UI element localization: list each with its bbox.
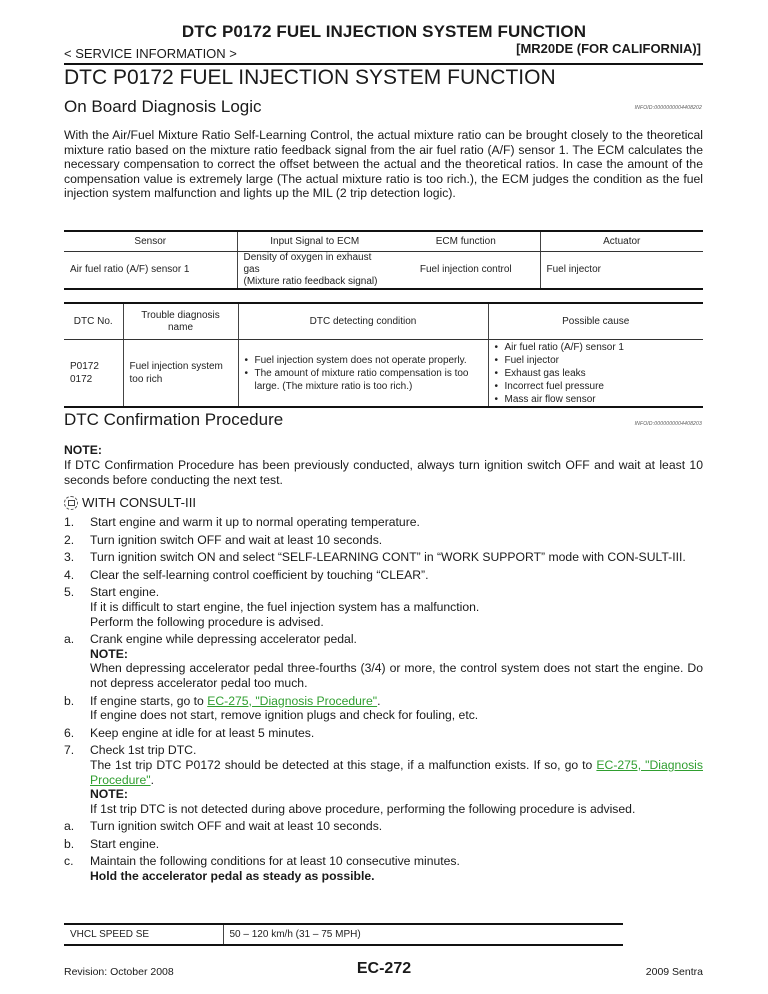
diagnosis-procedure-link[interactable]: EC-275, "Diagnosis Procedure"	[90, 757, 703, 787]
cell-item: VHCL SPEED SE	[64, 924, 223, 945]
step-body	[90, 854, 703, 883]
cell-detecting-condition	[238, 340, 488, 408]
cell-dtc-no	[64, 340, 123, 408]
section-label: < SERVICE INFORMATION >	[64, 46, 237, 61]
consult-tool-icon	[64, 496, 78, 510]
cell-ecm-function: Fuel injection control	[392, 252, 540, 290]
step-1	[64, 515, 703, 530]
cause-item: • Air fuel ratio (A/F) sensor 1	[495, 341, 698, 354]
condition-item: • Fuel injection system does not operate properly.	[245, 354, 482, 367]
step-number: 2.	[64, 532, 75, 547]
vehicle-label: 2009 Sentra	[645, 966, 703, 978]
cell-possible-cause	[488, 340, 703, 408]
sensor-table	[64, 230, 703, 290]
confirmation-note	[64, 443, 703, 488]
step-text-before: If engine starts, go to	[90, 693, 208, 708]
step-3	[64, 550, 703, 565]
obd-paragraph: With the Air/Fuel Mixture Ratio Self-Learning Control, the actual mixture ratio can be brought closely to the theoretical mixture ratio based on the mixture ratio feedback signal from the air fuel ratio (A/F) sensor 1. The ECM calculates the necessary compensation to correct the offset between the actual and the theoretical ratios. In case the amount of the compensation value is extremely large (The actual mixture ratio is too rich.), the ECM judges the condition as the fuel injection system malfunction and lights up the MIL (2 trip detection logic).	[64, 128, 703, 200]
step-7a	[64, 819, 703, 834]
note-text: When depressing accelerator pedal three-fourths (3/4) or more, the control system does not start the engine. Do not depress accelerator pedal too much.	[90, 661, 703, 690]
note-label: NOTE:	[90, 646, 128, 661]
step-body	[90, 743, 703, 816]
header-divider	[64, 63, 703, 65]
step-number: 6.	[64, 725, 75, 740]
cell-input-line1: Density of oxygen in exhaust gas	[243, 252, 372, 275]
step-5b	[64, 694, 703, 723]
cell-value: 50 – 120 km/h (31 – 75 MPH)	[223, 924, 623, 945]
step-detail: If engine does not start, remove ignition plugs and check for fouling, etc.	[90, 708, 479, 723]
col-header-input: Input Signal to ECM	[237, 231, 392, 252]
step-emphasis: Hold the accelerator pedal as steady as possible.	[90, 869, 375, 884]
cause-item: • Fuel injector	[495, 354, 698, 367]
step-7b	[64, 837, 703, 852]
table-header-row	[64, 231, 703, 252]
step-detail	[90, 758, 703, 787]
model-label: [MR20DE (FOR CALIFORNIA)]	[516, 41, 701, 56]
step-6	[64, 726, 703, 741]
step-number: 4.	[64, 567, 75, 582]
step-text: Start engine.	[90, 585, 160, 600]
step-text-after: .	[150, 772, 154, 787]
note-text: If 1st trip DTC is not detected during above procedure, performing the following procedure is advised.	[90, 801, 636, 816]
step-text	[90, 694, 703, 709]
step-7	[64, 743, 703, 816]
step-number: 1.	[64, 515, 75, 529]
running-header-title: DTC P0172 FUEL INJECTION SYSTEM FUNCTION	[181, 22, 587, 41]
cell-input	[237, 252, 392, 290]
cell-input-line2: (Mixture ratio feedback signal)	[243, 276, 378, 287]
step-text: Start engine and warm it up to normal operating temperature.	[90, 515, 420, 529]
cell-actuator: Fuel injector	[540, 252, 703, 290]
step-text: Crank engine while depressing accelerator pedal.	[90, 632, 357, 647]
step-detail: Perform the following procedure is advised.	[90, 614, 324, 629]
step-text: Check 1st trip DTC.	[90, 743, 197, 758]
step-number: 5.	[64, 585, 75, 600]
dtc-code-primary: P0172	[70, 361, 99, 372]
col-header-ecm: ECM function	[392, 231, 540, 252]
page-number: EC-272	[356, 960, 412, 977]
step-4	[64, 568, 703, 583]
obd-heading: On Board Diagnosis Logic	[64, 97, 262, 116]
step-5	[64, 585, 703, 629]
obd-infoid: INFOID:0000000004408202	[634, 105, 702, 111]
step-text: Clear the self-learning control coefficient by touching “CLEAR”.	[90, 567, 429, 582]
note-label: NOTE:	[64, 443, 102, 457]
procedure-steps	[64, 515, 703, 887]
step-number: 7.	[64, 743, 75, 758]
note-label: NOTE:	[90, 787, 128, 802]
col-header-actuator: Actuator	[540, 231, 703, 252]
condition-item: • The amount of mixture ratio compensation is too large. (The mixture ratio is too rich.)	[245, 367, 482, 393]
table-header-row	[64, 303, 703, 340]
page-title: DTC P0172 FUEL INJECTION SYSTEM FUNCTION	[64, 66, 556, 89]
confirmation-infoid: INFOID:0000000004408203	[634, 421, 702, 427]
consult-section-label	[64, 495, 196, 510]
table-row	[64, 340, 703, 408]
step-number: b.	[64, 836, 75, 851]
step-text: Turn ignition switch OFF and wait at least 10 seconds.	[90, 532, 383, 547]
confirmation-heading: DTC Confirmation Procedure	[64, 410, 284, 429]
step-number: a.	[64, 819, 75, 834]
step-body	[90, 585, 703, 629]
step-5a	[64, 632, 703, 690]
step-text: Turn ignition switch ON and select “SELF-LEARNING CONT” in “WORK SUPPORT” mode with CON-SULT-III.	[90, 550, 686, 565]
col-header-dtc-no: DTC No.	[64, 303, 123, 340]
step-body	[90, 694, 703, 723]
step-text: Keep engine at idle for at least 5 minutes.	[90, 725, 315, 740]
col-header-diagnosis-name: Trouble diagnosis name	[123, 303, 238, 340]
col-header-sensor: Sensor	[64, 231, 237, 252]
cause-item: • Mass air flow sensor	[495, 393, 698, 406]
note-text: If DTC Confirmation Procedure has been previously conducted, always turn ignition switch OFF and wait at least 10 seconds before conducting the next test.	[64, 458, 703, 487]
condition-table	[64, 923, 623, 946]
step-text: Turn ignition switch OFF and wait at least 10 seconds.	[90, 819, 383, 834]
col-header-detecting-condition: DTC detecting condition	[238, 303, 488, 340]
step-number: c.	[64, 854, 74, 869]
step-body	[90, 632, 703, 690]
cell-diagnosis-name: Fuel injection system too rich	[123, 340, 238, 408]
step-text-after: .	[377, 693, 381, 708]
step-text-before: The 1st trip DTC P0172 should be detected at this stage, if a malfunction exists. If so, go to	[90, 757, 597, 772]
revision-label: Revision: October 2008	[64, 966, 174, 978]
step-number: 3.	[64, 550, 75, 565]
step-text: Start engine.	[90, 836, 160, 851]
col-header-possible-cause: Possible cause	[488, 303, 703, 340]
diagnosis-procedure-link[interactable]: EC-275, "Diagnosis Procedure"	[207, 693, 378, 708]
step-number: b.	[64, 693, 75, 708]
step-text: Maintain the following conditions for at least 10 consecutive minutes.	[90, 854, 460, 869]
cause-item: • Incorrect fuel pressure	[495, 380, 698, 393]
step-number: a.	[64, 632, 75, 647]
dtc-code-secondary: 0172	[70, 374, 93, 385]
table-row	[64, 252, 703, 290]
step-detail: If it is difficult to start engine, the fuel injection system has a malfunction.	[90, 599, 480, 614]
table-row	[64, 924, 623, 945]
step-2	[64, 533, 703, 548]
dtc-table	[64, 302, 703, 408]
consult-label: WITH CONSULT-III	[82, 495, 197, 510]
step-7c	[64, 854, 703, 883]
cell-sensor: Air fuel ratio (A/F) sensor 1	[64, 252, 237, 290]
cause-item: • Exhaust gas leaks	[495, 367, 698, 380]
